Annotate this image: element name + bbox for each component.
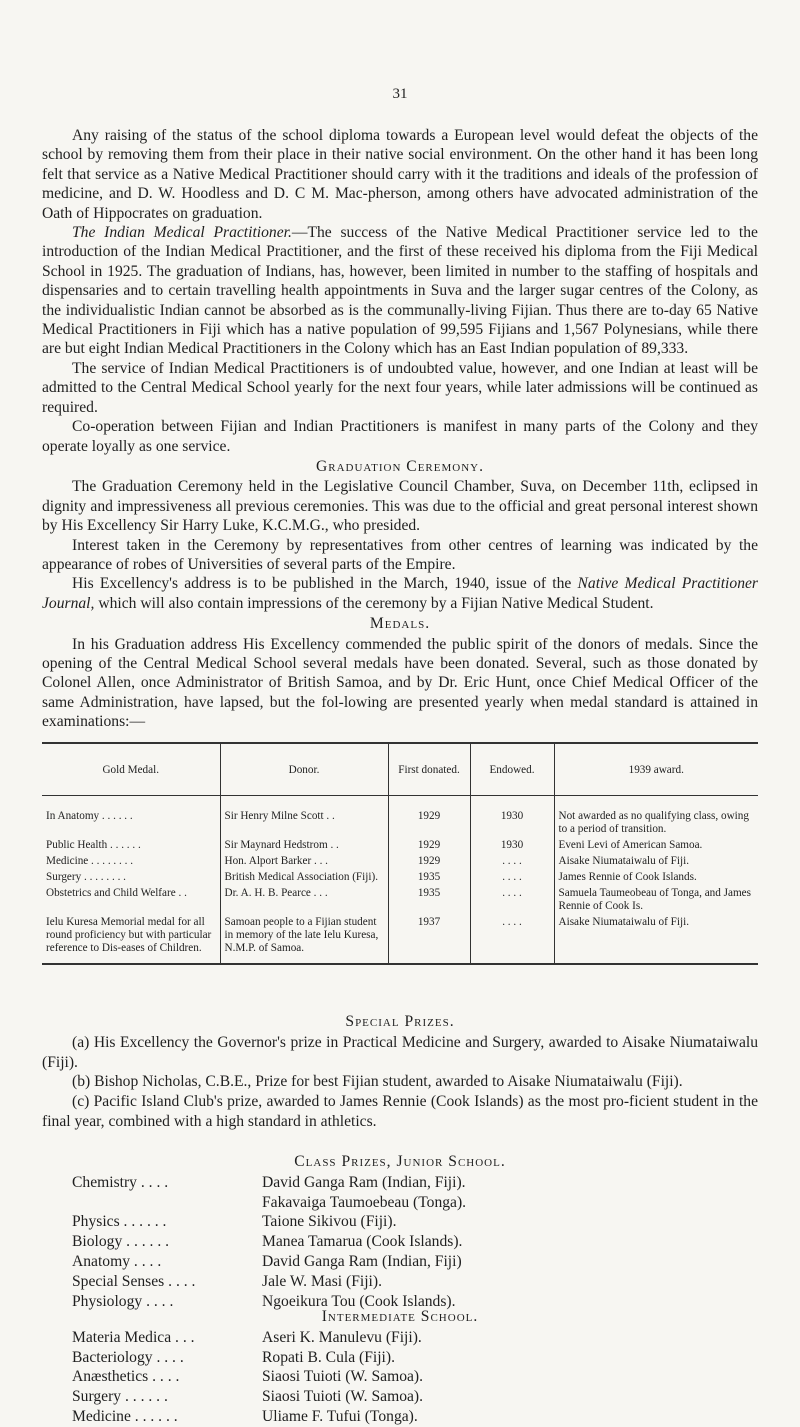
subject-label: Biology . . . . . . <box>72 1233 170 1251</box>
special-prize-a: (a) His Excellency the Governor's prize in Practical Medicine and Surgery, awarded to Aisake Niumataiwalu (Fiji). <box>42 1033 758 1071</box>
winner-name: David Ganga Ram (Indian, Fiji) <box>262 1252 462 1270</box>
cell-medal: Ielu Kuresa Memorial medal for all round proficiency but with particular reference to Dis-eases of Children. <box>42 916 220 964</box>
journal-title: Native Medical Practitioner Journal, <box>42 575 758 612</box>
graduation-text-b: which will also contain impressions of the ceremony by a Fijian Native Medical Student. <box>94 594 654 612</box>
subject-label: Physiology . . . . <box>72 1292 174 1310</box>
subject-label: Chemistry . . . . <box>72 1173 169 1191</box>
table-row <box>42 887 758 916</box>
list-item <box>42 1193 758 1213</box>
header-donor: Donor. <box>220 743 388 796</box>
header-first-donated: First donated. <box>388 743 470 796</box>
cell-first-donated: 1929 <box>388 855 470 871</box>
subject-label <box>42 1193 262 1213</box>
winner-name: Manea Tamarua (Cook Islands). <box>262 1233 463 1251</box>
subject-label: Medicine . . . . . . <box>72 1407 178 1425</box>
header-endowed: Endowed. <box>470 743 554 796</box>
cell-first-donated: 1935 <box>388 871 470 887</box>
list-item <box>42 1367 758 1387</box>
cell-donor: British Medical Association (Fiji). <box>220 871 388 887</box>
cell-award: Eveni Levi of American Samoa. <box>554 839 758 855</box>
list-item <box>42 1407 758 1427</box>
page-number: 31 <box>392 86 408 102</box>
special-prize-b: (b) Bishop Nicholas, C.B.E., Prize for best Fijian student, awarded to Aisake Niumataiwalu (Fiji). <box>72 1073 683 1091</box>
subject-label: Bacteriology . . . . <box>72 1348 184 1366</box>
graduation-text-a: His Excellency's address is to be published in the March, 1940, issue of the <box>72 575 578 593</box>
table-row <box>42 871 758 887</box>
cell-award: Samuela Taumeobeau of Tonga, and James Rennie of Cook Is. <box>554 887 758 916</box>
cell-endowed: 1930 <box>470 796 554 840</box>
intermediate-school-section <box>42 1306 758 1427</box>
table-header-row <box>42 743 758 796</box>
paragraph-graduation-1: The Graduation Ceremony held in the Legislative Council Chamber, Suva, on December 11th, eclipsed in dignity and impressiveness all previous ceremonies. This was due to the official and great personal interest shown by His Excellency Sir Harry Luke, K.C.M.G., who presided. <box>42 478 758 535</box>
subject-label: Surgery . . . . . . <box>72 1388 168 1406</box>
table-row <box>42 916 758 964</box>
list-item <box>42 1328 758 1348</box>
list-item <box>42 1212 758 1232</box>
cell-award: James Rennie of Cook Islands. <box>554 871 758 887</box>
medals-table <box>42 742 758 965</box>
cell-endowed: . . . . <box>470 916 554 964</box>
cell-endowed: . . . . <box>470 887 554 916</box>
winner-name: Aseri K. Manulevu (Fiji). <box>262 1328 422 1346</box>
paragraph-cooperation: Co-operation between Fijian and Indian Practitioners is manifest in many parts of the Colony and they operate loyally as one service. <box>42 418 758 455</box>
table-row <box>42 839 758 855</box>
list-item <box>42 1272 758 1292</box>
subject-label: Physics . . . . . . <box>72 1213 167 1231</box>
cell-award: Aisake Niumataiwalu of Fiji. <box>554 916 758 964</box>
table-row <box>42 855 758 871</box>
special-prize-c: (c) Pacific Island Club's prize, awarded to James Rennie (Cook Islands) as the most pro-ficient student in the final year, combined with a high standard in athletics. <box>42 1093 758 1130</box>
winner-name: Uliame F. Tufui (Tonga). <box>262 1407 418 1425</box>
header-gold-medal: Gold Medal. <box>42 743 220 796</box>
cell-donor: Hon. Alport Barker . . . <box>220 855 388 871</box>
winner-name: Ropati B. Cula (Fiji). <box>262 1348 395 1366</box>
paragraph-school-diploma: Any raising of the status of the school diploma towards a European level would defeat the objects of the school by removing them from their place in their native social environment. On the other hand it has been long felt that service as a Native Medical Practitioner should carry with it the traditions and ideals of the profession of medicine, and D. W. Hoodless and D. C M. Mac-pherson, among others have advocated administration of the Oath of Hippocrates on graduation. <box>42 127 758 222</box>
cell-endowed: . . . . <box>470 855 554 871</box>
cell-donor: Dr. A. H. B. Pearce . . . <box>220 887 388 916</box>
cell-donor: Sir Maynard Hedstrom . . <box>220 839 388 855</box>
cell-medal: In Anatomy . . . . . . <box>46 810 133 822</box>
special-prizes-section <box>42 1011 758 1132</box>
subject-label: Special Senses . . . . <box>72 1272 196 1290</box>
heading-medals: Medals. <box>369 615 431 633</box>
paragraph-graduation-2: Interest taken in the Ceremony by representatives from other centres of learning was indicated by the appearance of robes of Universities of several parts of the Empire. <box>42 536 758 573</box>
winner-name: David Ganga Ram (Indian, Fiji). <box>262 1173 466 1191</box>
cell-first-donated: 1929 <box>388 796 470 840</box>
winner-name: Fakavaiga Taumoebeau (Tonga). <box>262 1193 467 1211</box>
header-1939-award: 1939 award. <box>554 743 758 796</box>
table-row <box>42 796 758 840</box>
cell-endowed: . . . . <box>470 871 554 887</box>
paragraph-medals: In his Graduation address His Excellency commended the public spirit of the donors of medals. Since the opening of the Central Medical School several medals have been donated. Several, such as those donated by Colonel Allen, once Administrator of British Samoa, and by Dr. Eric Hunt, once Chief Medical Officer of the same Administration, have lapsed, but the fol-lowing are presented yearly when medal standard is attained in examinations:— <box>42 635 758 731</box>
cell-medal: Surgery . . . . . . . . <box>46 871 126 883</box>
winner-name: Jale W. Masi (Fiji). <box>262 1272 382 1290</box>
cell-award: Not awarded as no qualifying class, owing to a period of transition. <box>554 796 758 840</box>
cell-medal: Public Health . . . . . . <box>46 839 141 851</box>
heading-junior-school: Class Prizes, Junior School. <box>294 1153 506 1170</box>
winner-name: Siaosi Tuioti (W. Samoa). <box>262 1388 424 1406</box>
junior-school-section <box>42 1151 758 1311</box>
paragraph-graduation-3 <box>42 574 758 613</box>
list-item <box>42 1173 758 1193</box>
cell-medal: Medicine . . . . . . . . <box>46 855 133 867</box>
list-item <box>42 1252 758 1272</box>
subject-label: Materia Medica . . . <box>72 1328 195 1346</box>
cell-first-donated: 1929 <box>388 839 470 855</box>
heading-special-prizes: Special Prizes. <box>345 1013 455 1030</box>
winner-name: Taione Sikivou (Fiji). <box>262 1213 397 1231</box>
cell-award: Aisake Niumataiwalu of Fiji. <box>554 855 758 871</box>
cell-donor: Sir Henry Milne Scott . . <box>220 796 388 840</box>
heading-intermediate-school: Intermediate School. <box>321 1308 479 1325</box>
cell-medal: Obstetrics and Child Welfare . . <box>46 887 187 899</box>
section-title-indian: The Indian Medical Practitioner. <box>72 224 292 242</box>
cell-endowed: 1930 <box>470 839 554 855</box>
list-item <box>42 1232 758 1252</box>
indian-text: —The success of the Native Medical Practitioner service led to the introduction of the Indian Medical Practitioner, and the first of these received his diploma from the Fiji Medical School in 1925. The graduation of Indians, has, however, been limited in number to the staffing of hospitals and dispensaries and to certain travelling health appointments in Suva and the larger sugar centres of the Colony, as the individualistic Indian cannot be absorbed as is the communally-living Fijian. Thus there are to-day 65 Native Medical Practitioners in Fiji which has a native population of 99,595 Fijians and 1,567 Polynesians, while there are but eight Indian Medical Practitioners in the Colony which has an East Indian population of 89,333. <box>42 224 758 358</box>
cell-first-donated: 1935 <box>388 887 470 916</box>
list-item <box>42 1387 758 1407</box>
winner-name: Ngoeikura Tou (Cook Islands). <box>262 1292 456 1310</box>
paragraph-indian-practitioner <box>42 223 758 359</box>
cell-donor: Samoan people to a Fijian student in memory of the late Ielu Kuresa, N.M.P. of Samoa. <box>220 916 388 964</box>
subject-label: Anæsthetics . . . . <box>72 1368 180 1386</box>
list-item <box>42 1348 758 1368</box>
subject-label: Anatomy . . . . <box>72 1252 162 1270</box>
cell-first-donated: 1937 <box>388 916 470 964</box>
paragraph-indian-service: The service of Indian Medical Practitioners is of undoubted value, however, and one Indian at least will be admitted to the Central Medical School yearly for the next four years, while later admissions will be continued as required. <box>42 359 758 416</box>
heading-graduation-ceremony: Graduation Ceremony. <box>315 457 484 475</box>
winner-name: Siaosi Tuioti (W. Samoa). <box>262 1368 424 1386</box>
body-text <box>42 126 758 732</box>
